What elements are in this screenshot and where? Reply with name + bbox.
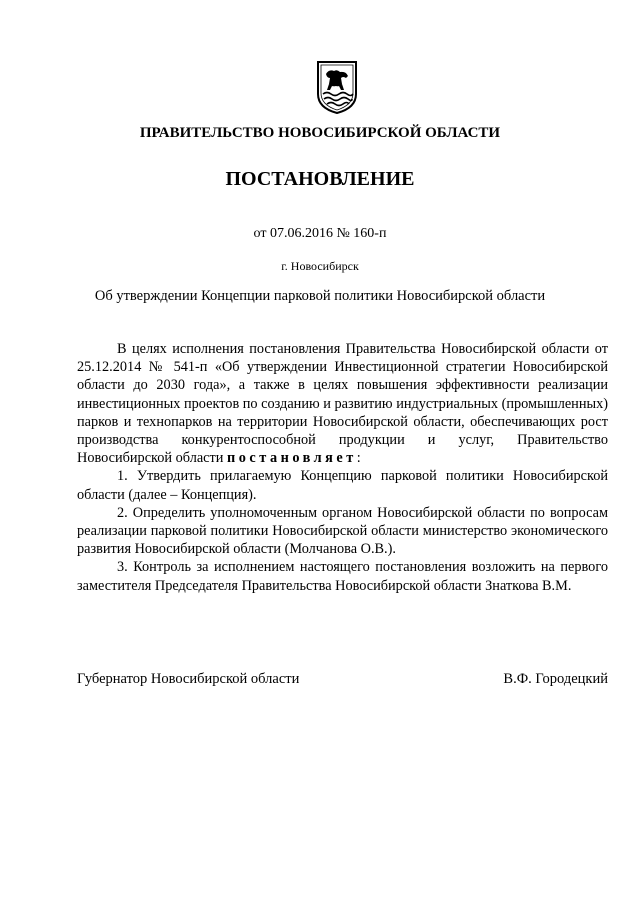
document-number: от 07.06.2016 № 160-п [253,226,387,241]
preamble-text: В целях исполнения постановления Правительства Новосибирской области от 25.12.2014 № 541-п «Об утверждении Инвестиционной стратегии Новосибирской области до 2030 года», а также в целях повышения эффективности реализации инвестиционных проектов по созданию и развитию индустриальных (промышленных) парков и технопарков на территории Новосибирской области, обеспечивающих рост производства конкурентоспособной продукции и услуг, Правительство Новосибирской области [77,341,608,467]
signatory-position: Губернатор Новосибирской области [77,671,300,687]
document-body [77,340,608,595]
coat-of-arms-icon [316,60,358,114]
resolves-word: постановляет [227,450,357,467]
item-paragraph-1: 1. Утвердить прилагаемую Концепцию парковой политики Новосибирской области (далее – Концепция). [77,468,608,503]
item-paragraph-2: 2. Определить уполномоченным органом Новосибирской области по вопросам реализации парковой политики Новосибирской области министерство экономического развития Новосибирской области (Молчанова О.В.). [77,504,608,558]
item-paragraph-3: 3. Контроль за исполнением настоящего постановления возложить на первого заместителя Председателя Правительства Новосибирской области Знаткова В.М. [77,559,608,594]
signatory-name: В.Ф. Городецкий [503,671,608,687]
document-city: г. Новосибирск [281,259,359,273]
document-subject: Об утверждении Концепции парковой политики Новосибирской области [94,288,546,304]
document-type: ПОСТАНОВЛЕНИЕ [225,168,415,190]
resolves-colon: : [356,450,361,467]
organization-title: ПРАВИТЕЛЬСТВО НОВОСИБИРСКОЙ ОБЛАСТИ [139,125,501,141]
preamble-paragraph [77,340,608,467]
